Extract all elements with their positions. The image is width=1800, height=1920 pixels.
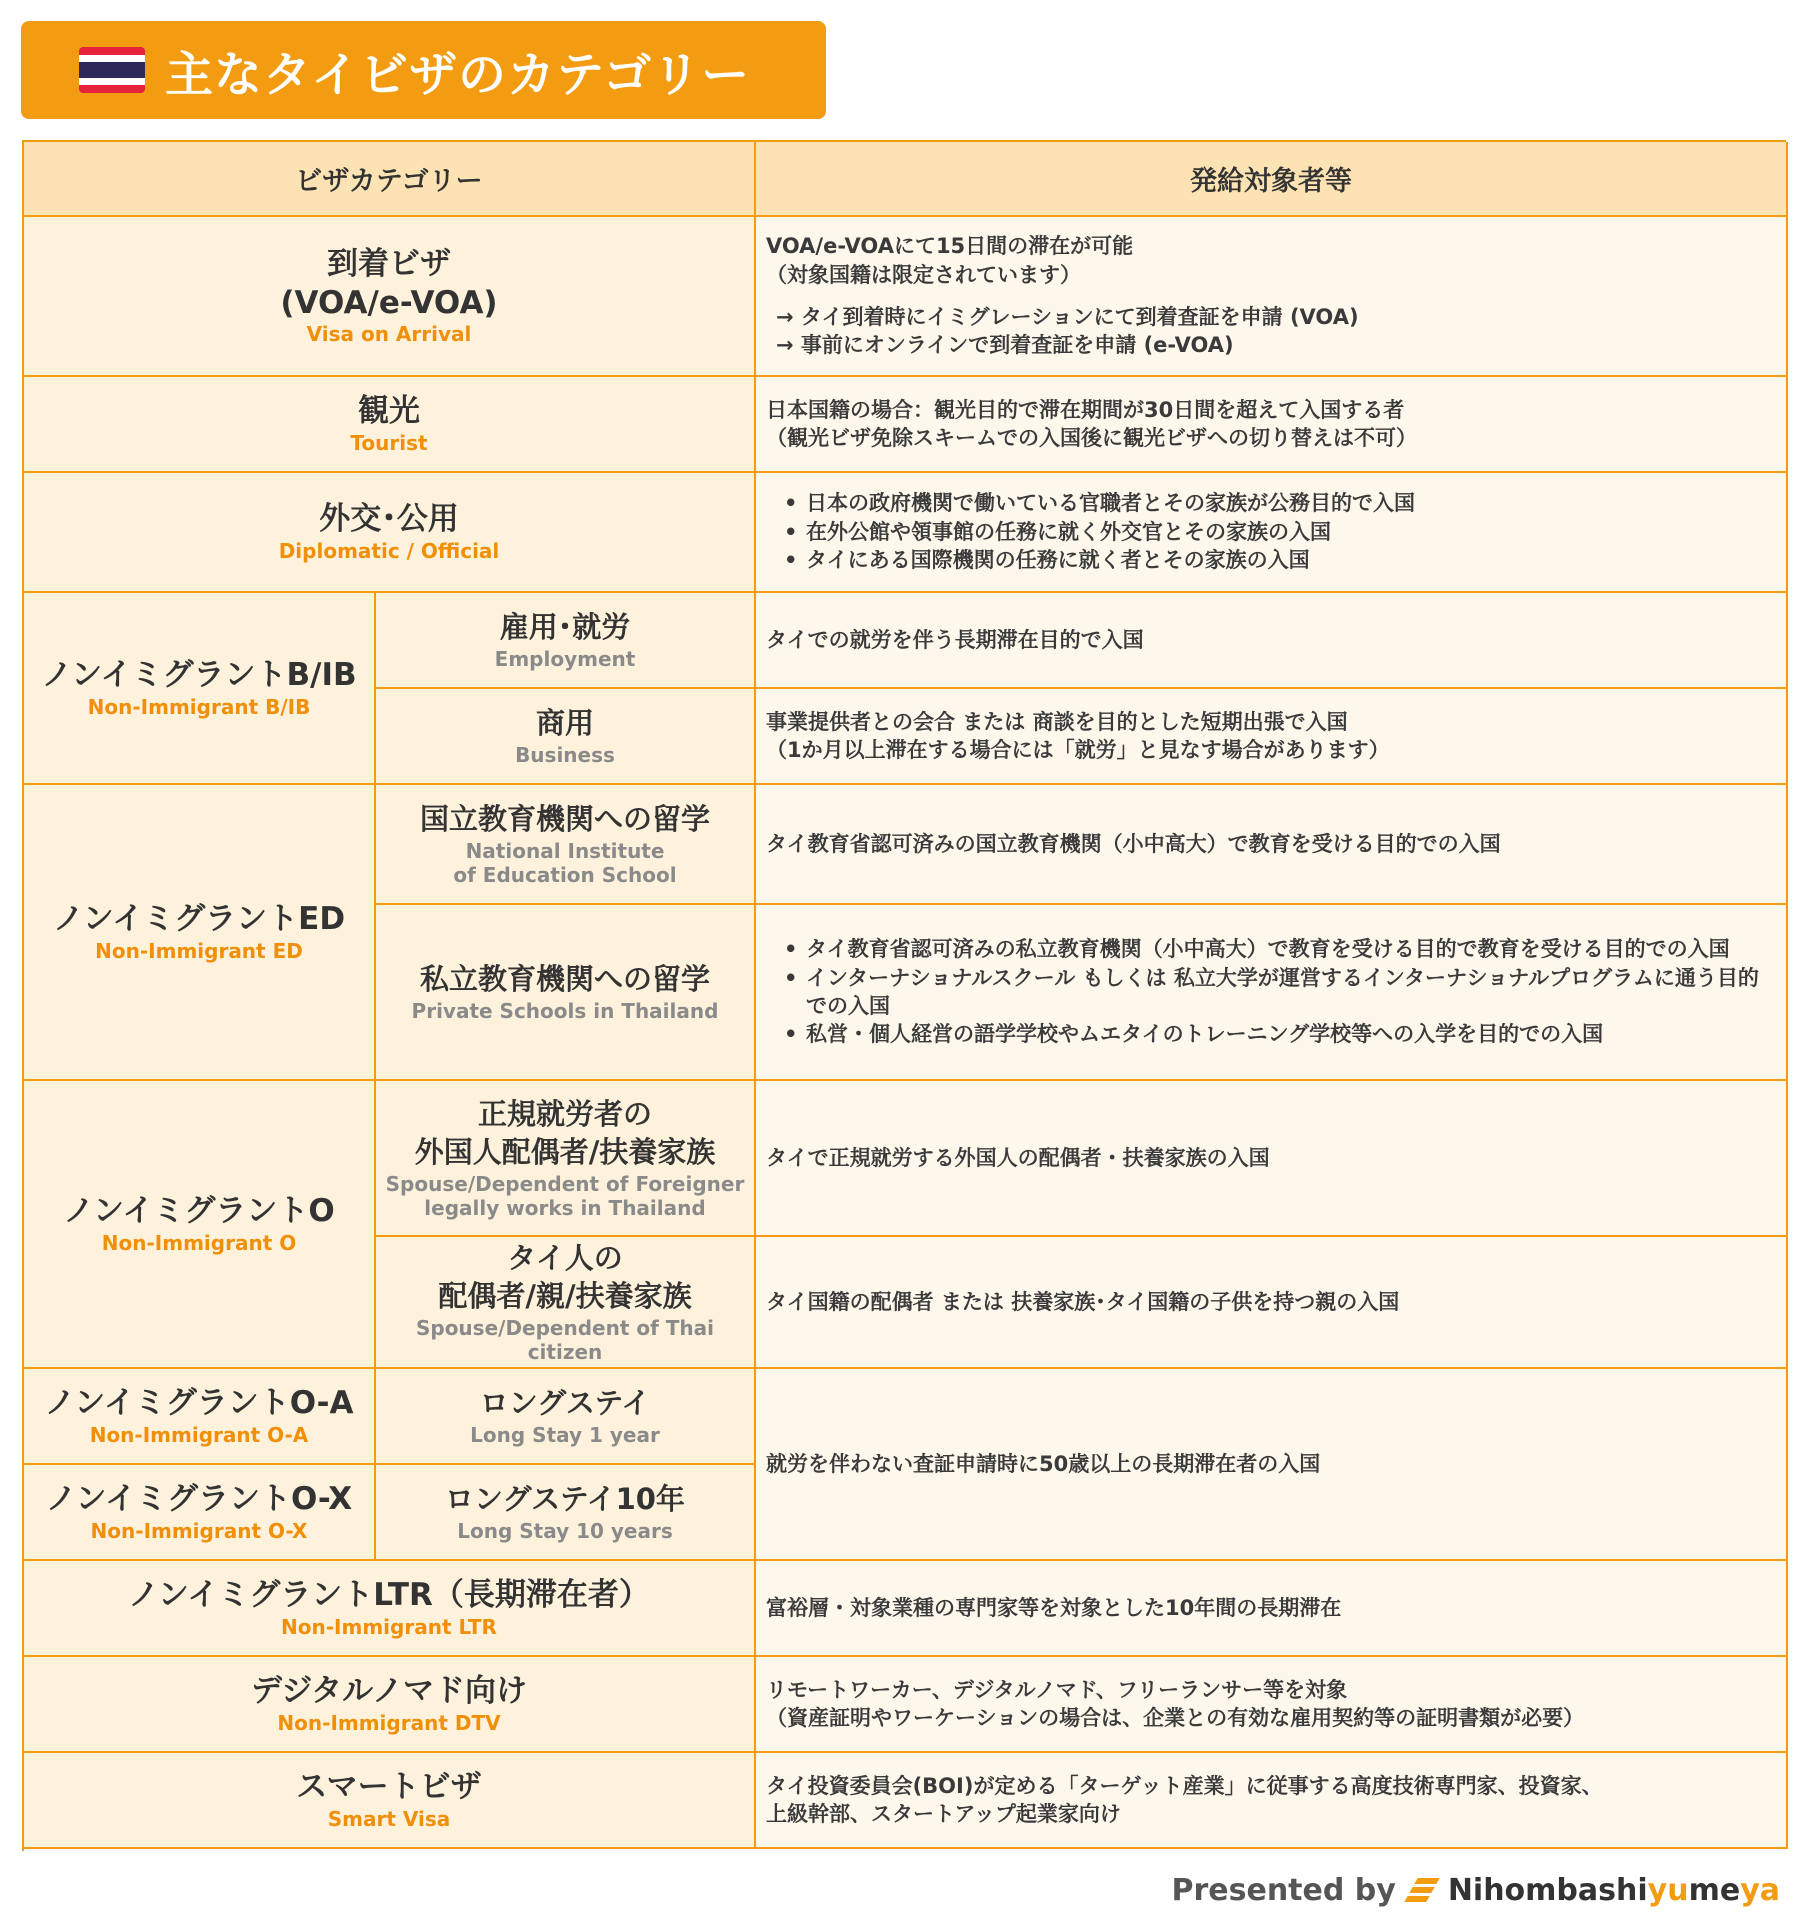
subcategory-business [376, 689, 756, 785]
desc-voa [756, 217, 1788, 377]
subcategory-jp: 正規就労者の [477, 1097, 652, 1132]
category-jp: (VOA/e-VOA) [280, 284, 498, 321]
category-non-immigrant-ed [24, 785, 376, 1081]
desc-line: リモートワーカー、デジタルノマド、フリーランサー等を対象 [766, 1677, 1348, 1702]
category-jp: デジタルノマド向け [251, 1673, 527, 1710]
category-dtv [24, 1657, 756, 1753]
category-voa [24, 217, 756, 377]
category-jp: ノンイミグラントLTR（長期滞在者） [128, 1577, 650, 1614]
subcategory-en: of Education School [453, 862, 677, 887]
subcategory-thai-spouse [376, 1237, 756, 1369]
category-en: Non-Immigrant DTV [277, 1710, 501, 1735]
subcategory-national-school [376, 785, 756, 905]
page-title: 主なタイビザのカテゴリー [165, 46, 751, 103]
desc-line: タイで正規就労する外国人の配偶者・扶養家族の入国 [766, 1145, 1270, 1170]
category-en: Diplomatic / Official [278, 538, 500, 563]
bullet-item: • 在外公館や領事館の任務に就く外交官とその家族の入国 [780, 518, 1776, 546]
category-jp: ノンイミグラントO-X [45, 1481, 353, 1518]
category-en: Non-Immigrant O-X [90, 1518, 308, 1543]
desc-tourist [756, 377, 1788, 473]
category-non-immigrant-ox [24, 1465, 376, 1561]
header-eligible: 発給対象者等 [756, 142, 1788, 217]
desc-private-school [756, 905, 1788, 1081]
desc-line: VOA/e-VOAにて15日間の滞在が可能 [766, 234, 1134, 259]
desc-long-stay [756, 1369, 1788, 1561]
subcategory-en: legally works in Thailand [424, 1195, 706, 1220]
desc-employment [756, 593, 1788, 689]
category-en: Non-Immigrant O-A [89, 1422, 309, 1447]
desc-line: タイ投資委員会(BOI)が定める「ターゲット産業」に従事する高度技術専門家、投資家、 [766, 1773, 1603, 1798]
subcategory-jp: 外国人配偶者/扶養家族 [414, 1135, 716, 1169]
category-tourist [24, 377, 756, 473]
desc-dtv [756, 1657, 1788, 1753]
subcategory-jp: 国立教育機関への留学 [419, 802, 710, 837]
subcategory-jp: 商用 [535, 706, 594, 741]
desc-business [756, 689, 1788, 785]
desc-line: タイ教育省認可済みの国立教育機関（小中高大）で教育を受ける目的での入国 [766, 831, 1501, 856]
desc-ltr [756, 1561, 1788, 1657]
brand-logo-icon [1406, 1876, 1440, 1904]
desc-line: 事業提供者との会合 または 商談を目的とした短期出張で入国 [766, 709, 1348, 734]
desc-arrow-line: → 事前にオンラインで到着査証を申請 (e-VOA) [776, 333, 1234, 358]
header-category: ビザカテゴリー [24, 142, 756, 217]
bullet-item: • 私営・個人経営の語学学校やムエタイのトレーニング学校等への入学を目的での入国 [780, 1020, 1776, 1048]
category-non-immigrant-oa [24, 1369, 376, 1465]
desc-arrow-line: → タイ到着時にイミグレーションにて到着査証を申請 (VOA) [776, 305, 1359, 329]
category-smart-visa [24, 1753, 756, 1849]
category-en: Non-Immigrant LTR [281, 1614, 497, 1639]
bullet-item: • タイ教育省認可済みの私立教育機関（小中高大）で教育を受ける目的で教育を受ける目的での入国 [780, 935, 1776, 963]
subcategory-jp: 配偶者/親/扶養家族 [438, 1279, 692, 1313]
desc-diplomatic [756, 473, 1788, 593]
subcategory-en: Spouse/Dependent of Foreigner [385, 1171, 745, 1196]
subcategory-jp: 雇用･就労 [499, 610, 631, 645]
subcategory-en: Private Schools in Thailand [411, 998, 719, 1023]
category-jp: スマートビザ [296, 1769, 482, 1806]
category-jp: 到着ビザ [327, 245, 451, 282]
category-jp: ノンイミグラントED [52, 901, 346, 938]
visa-category-table [22, 140, 1786, 1851]
category-jp: 観光 [358, 393, 420, 430]
category-en: Visa on Arrival [306, 322, 472, 347]
category-en: Non-Immigrant B/IB [87, 694, 311, 719]
bullet-item: • インターナショナルスクール もしくは 私立大学が運営するインターナショナルプログラムに通う目的での入国 [780, 964, 1776, 1021]
subcategory-en: Business [515, 742, 615, 767]
desc-line: タイでの就労を伴う長期滞在目的で入国 [766, 627, 1144, 652]
desc-line: （対象国籍は限定されています） [766, 262, 1081, 287]
category-non-immigrant-b [24, 593, 376, 785]
desc-line: 上級幹部、スタートアップ起業家向け [766, 1802, 1121, 1826]
category-en: Smart Visa [327, 1806, 451, 1831]
thailand-flag-icon [79, 47, 145, 93]
category-en: Non-Immigrant ED [95, 938, 303, 963]
category-diplomatic [24, 473, 756, 593]
category-non-immigrant-ltr [24, 1561, 756, 1657]
desc-line: （観光ビザ免除スキームでの入国後に観光ビザへの切り替えは不可） [766, 426, 1417, 450]
desc-thai-spouse [756, 1237, 1788, 1369]
subcategory-en: National Institute [465, 838, 665, 863]
desc-line: （資産証明やワーケーションの場合は、企業との有効な雇用契約等の証明書類が必要） [766, 1706, 1585, 1730]
desc-national-school [756, 785, 1788, 905]
bullet-item: • タイにある国際機関の任務に就く者とその家族の入国 [780, 546, 1776, 574]
category-jp: ノンイミグラントO [63, 1193, 335, 1230]
subcategory-long-stay-10 [376, 1465, 756, 1561]
category-jp: 外交･公用 [319, 501, 459, 538]
subcategory-jp: ロングステイ [479, 1386, 651, 1421]
desc-smart-visa [756, 1753, 1788, 1849]
category-en: Tourist [350, 430, 428, 455]
desc-line: 日本国籍の場合：観光目的で滞在期間が30日間を超えて入国する者 [766, 397, 1405, 422]
footer-credit [1171, 1870, 1780, 1910]
subcategory-jp: ロングステイ10年 [445, 1482, 685, 1517]
subcategory-private-school [376, 905, 756, 1081]
category-en: Non-Immigrant O [101, 1230, 297, 1255]
title-banner [21, 21, 826, 119]
desc-line: 富裕層・対象業種の専門家等を対象とした10年間の長期滞在 [766, 1595, 1342, 1620]
subcategory-en: Long Stay 1 year [470, 1422, 660, 1447]
desc-line: タイ国籍の配偶者 または 扶養家族･タイ国籍の子供を持つ親の入国 [766, 1289, 1400, 1314]
subcategory-en: Spouse/Dependent of Thai citizen [415, 1315, 715, 1364]
subcategory-employment [376, 593, 756, 689]
subcategory-foreigner-spouse [376, 1081, 756, 1237]
subcategory-long-stay [376, 1369, 756, 1465]
subcategory-jp: タイ人の [507, 1241, 623, 1276]
subcategory-jp: 私立教育機関への留学 [419, 962, 710, 997]
desc-line: （1か月以上滞在する場合には「就労」と見なす場合があります） [766, 738, 1390, 762]
subcategory-en: Employment [494, 646, 636, 671]
category-non-immigrant-o [24, 1081, 376, 1369]
desc-line: 就労を伴わない査証申請時に50歳以上の長期滞在者の入国 [766, 1451, 1321, 1476]
brand-name: Nihombashiyumeya [1447, 1872, 1780, 1908]
subcategory-en: Long Stay 10 years [457, 1518, 673, 1543]
desc-foreigner-spouse [756, 1081, 1788, 1237]
bullet-item: • 日本の政府機関で働いている官職者とその家族が公務目的で入国 [780, 489, 1776, 517]
presented-by-label: Presented by [1171, 1872, 1396, 1908]
category-jp: ノンイミグラントB/IB [41, 657, 357, 694]
category-jp: ノンイミグラントO-A [44, 1385, 354, 1422]
